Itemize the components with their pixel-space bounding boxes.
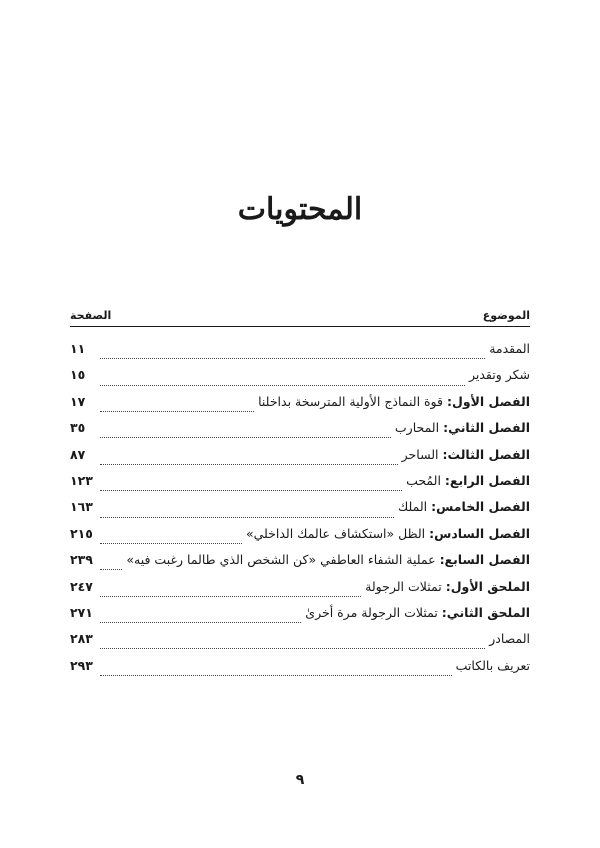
toc-entry[interactable] bbox=[70, 394, 530, 420]
page-number: ٩ bbox=[295, 772, 305, 788]
toc-entry[interactable] bbox=[70, 658, 530, 684]
toc-entry-title bbox=[456, 658, 530, 673]
dot-leader bbox=[100, 542, 242, 544]
toc-entry-page: ٢٣٩ bbox=[70, 552, 93, 568]
toc-entry-prefix: الفصل الثالث: bbox=[442, 446, 530, 462]
toc-entry-prefix: الفصل الثاني: bbox=[443, 420, 530, 436]
toc-entry-text: المصادر bbox=[489, 631, 530, 647]
toc-entry[interactable] bbox=[70, 341, 530, 367]
toc-entry-page: ٢٧١ bbox=[70, 604, 93, 620]
toc-entry-text: عملية الشفاء العاطفي «كن الشخص الذي طالما رغبت فيه» bbox=[126, 552, 436, 568]
toc-entry-page: ١٧ bbox=[70, 393, 86, 409]
toc-entry-text: تعريف بالكاتب bbox=[455, 657, 530, 673]
toc-entry-text: المُحب bbox=[406, 472, 441, 488]
toc-list bbox=[70, 341, 530, 684]
toc-entry-title bbox=[402, 447, 530, 462]
toc-entry-title bbox=[398, 499, 530, 514]
dot-leader bbox=[100, 384, 465, 386]
toc-entry-prefix: الفصل الرابع: bbox=[444, 472, 530, 488]
toc-entry[interactable] bbox=[70, 605, 530, 631]
dot-leader bbox=[100, 647, 485, 649]
toc-entry-page: ٢٩٣ bbox=[70, 657, 93, 673]
toc-entry[interactable] bbox=[70, 447, 530, 473]
toc-entry-title bbox=[489, 631, 530, 646]
toc-entry-page: ٨٧ bbox=[70, 446, 86, 462]
toc-entry-text: الساحر bbox=[401, 446, 439, 462]
table-of-contents bbox=[70, 302, 530, 684]
dot-leader bbox=[100, 595, 361, 597]
toc-entry[interactable] bbox=[70, 552, 530, 578]
subject-column-label: الموضوع bbox=[482, 309, 530, 322]
dot-leader bbox=[100, 568, 122, 570]
toc-entry-page: ٢٨٣ bbox=[70, 631, 93, 647]
toc-entry-page: ١١ bbox=[70, 341, 86, 356]
toc-entry-prefix: الفصل السابع: bbox=[439, 552, 530, 568]
toc-entry-title bbox=[246, 526, 530, 541]
toc-entry-page: ١٥ bbox=[70, 367, 86, 383]
toc-entry-text: الملك bbox=[397, 499, 428, 515]
toc-header bbox=[70, 302, 530, 327]
toc-entry-text: قوة النماذج الأولية المترسخة بداخلنا bbox=[258, 393, 443, 409]
toc-entry-page: ٣٥ bbox=[70, 420, 86, 436]
toc-entry-text: شكر وتقدير bbox=[468, 367, 530, 383]
toc-entry-page: ١٢٣ bbox=[70, 472, 93, 488]
toc-entry[interactable] bbox=[70, 473, 530, 499]
dot-leader bbox=[100, 621, 301, 623]
toc-entry[interactable] bbox=[70, 499, 530, 525]
dot-leader bbox=[100, 674, 452, 676]
toc-entry-title bbox=[395, 420, 530, 435]
toc-entry-text: تمثلات الرجولة bbox=[365, 578, 442, 594]
toc-entry-prefix: الملحق الثاني: bbox=[441, 604, 530, 620]
dot-leader bbox=[100, 516, 394, 518]
toc-entry-title bbox=[489, 341, 530, 356]
toc-entry-title bbox=[469, 367, 530, 382]
toc-entry-page: ٢١٥ bbox=[70, 525, 93, 541]
toc-entry-page: ١٦٣ bbox=[70, 499, 93, 515]
toc-entry[interactable] bbox=[70, 579, 530, 605]
dot-leader bbox=[100, 357, 485, 359]
dot-leader bbox=[100, 463, 398, 465]
toc-entry[interactable] bbox=[70, 631, 530, 657]
toc-entry-prefix: الفصل الخامس: bbox=[431, 499, 530, 515]
toc-entry-title bbox=[305, 605, 530, 620]
toc-entry-prefix: الملحق الأول: bbox=[445, 578, 530, 594]
toc-entry-title bbox=[126, 552, 530, 567]
toc-entry[interactable] bbox=[70, 420, 530, 446]
toc-entry-text: تمثلات الرجولة مرة أخرىٰ bbox=[305, 604, 438, 620]
toc-entry[interactable] bbox=[70, 526, 530, 552]
toc-entry-page: ٢٤٧ bbox=[70, 578, 93, 594]
toc-entry-title bbox=[258, 394, 530, 409]
dot-leader bbox=[100, 410, 254, 412]
dot-leader bbox=[100, 436, 391, 438]
toc-entry-prefix: الفصل السادس: bbox=[429, 525, 530, 541]
toc-entry-prefix: الفصل الأول: bbox=[446, 393, 530, 409]
toc-entry-text: المقدمة bbox=[489, 341, 530, 356]
toc-entry[interactable] bbox=[70, 367, 530, 393]
toc-entry-title bbox=[365, 579, 530, 594]
page-title: المحتويات bbox=[237, 192, 363, 227]
toc-entry-text: الظل «استكشاف عالمك الداخلي» bbox=[245, 525, 426, 541]
toc-entry-title bbox=[406, 473, 530, 488]
dot-leader bbox=[100, 489, 402, 491]
page-column-label: الصفحة bbox=[70, 309, 112, 322]
toc-entry-text: المحارب bbox=[394, 420, 440, 436]
